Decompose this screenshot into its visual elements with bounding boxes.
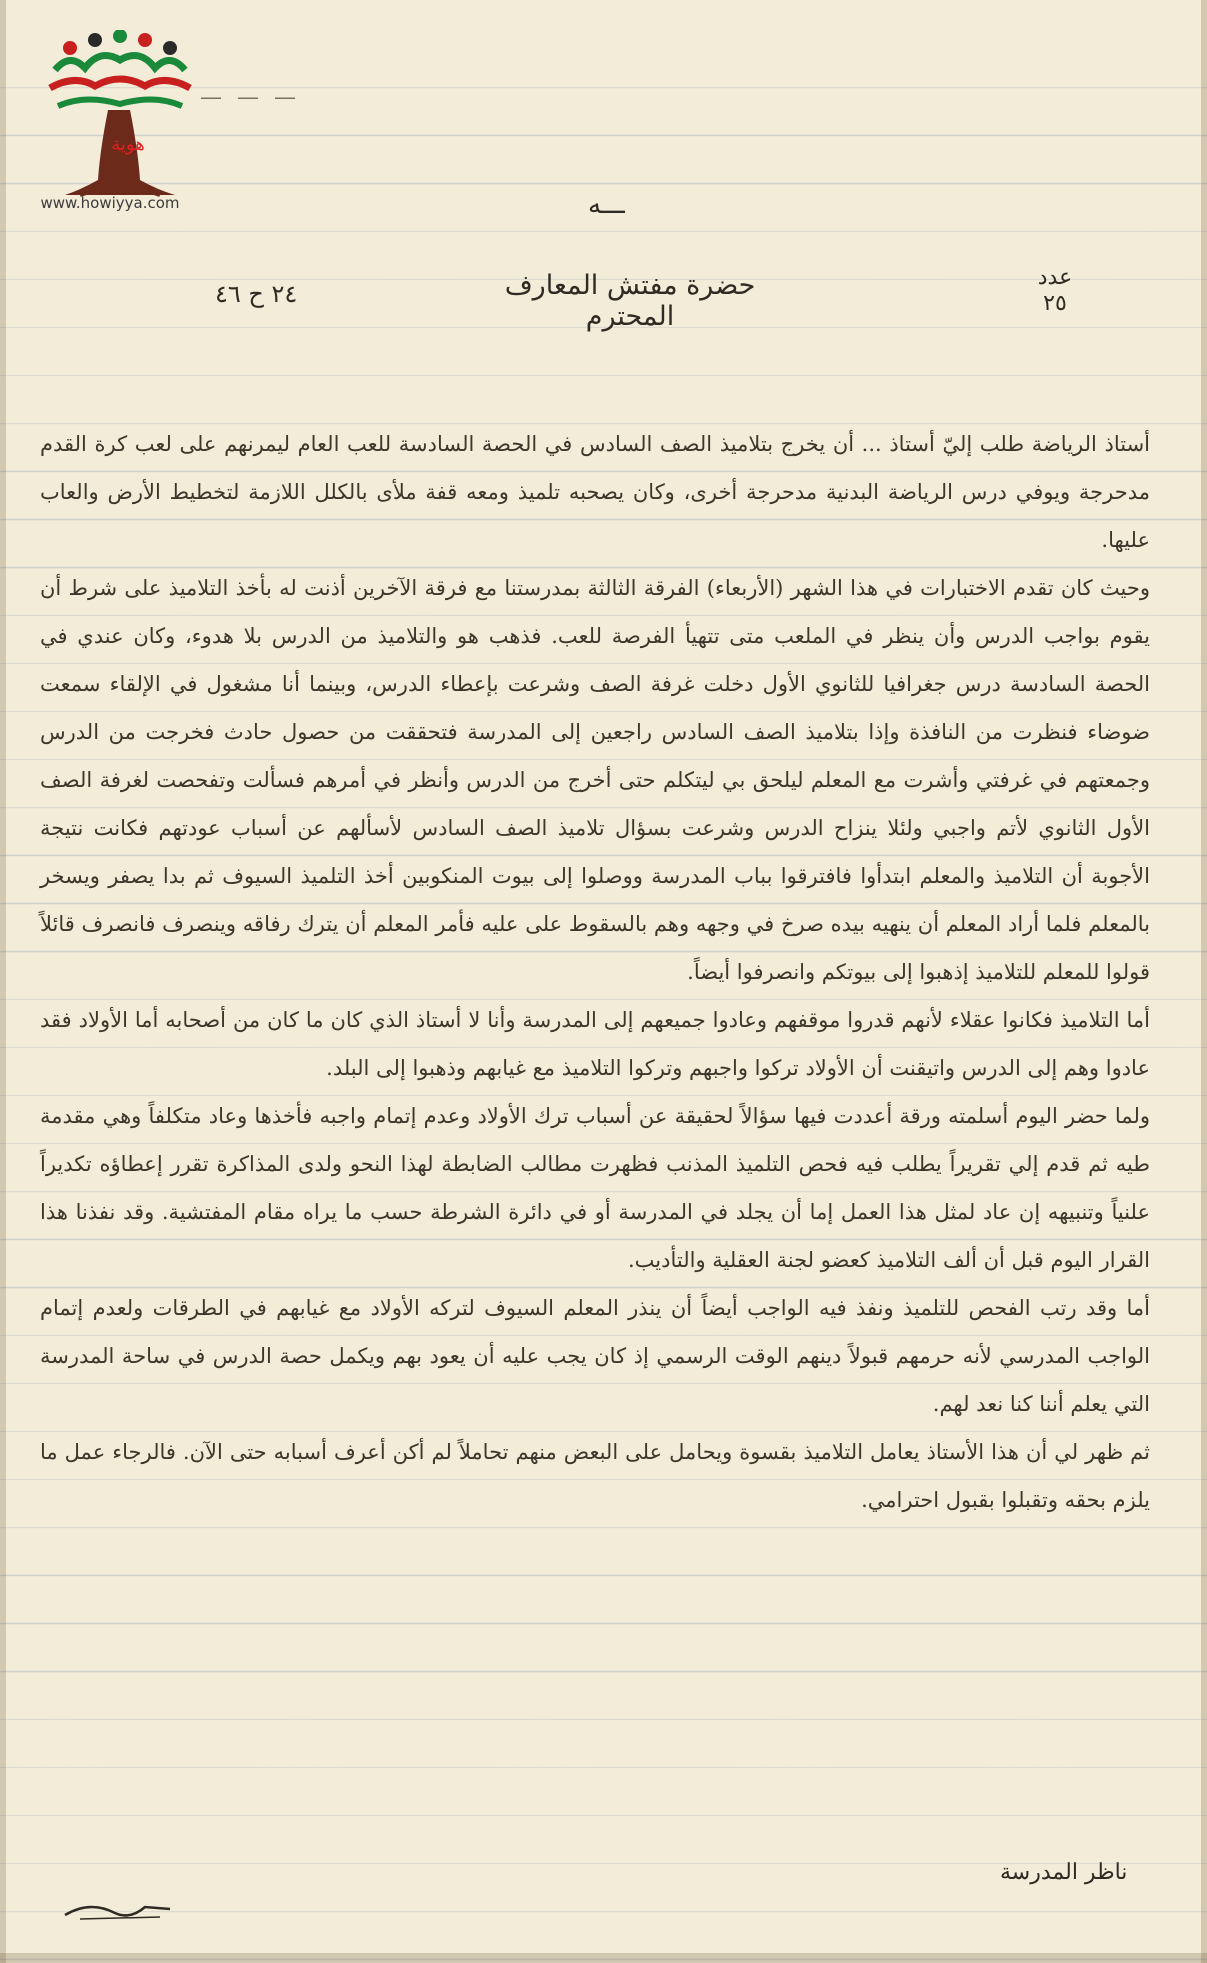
paragraph: وحيث كان تقدم الاختبارات في هذا الشهر (الأربعاء) الفرقة الثالثة بمدرستنا مع فرقة الآخرين أذنت له بأخذ التلاميذ على شرط أن يقوم بواجب الدرس وأن ينظر في الملعب متى تتهيأ الفرصة للعب. فذهب هو والتلاميذ من الدرس بلا هدوء، وكان عندي في الحصة السادسة درس جغرافيا للثانوي الأول دخلت غرفة الصف وشرعت بإعطاء الدرس، وبينما أنا مشغول في الإلقاء سمعت ضوضاء فنظرت من النافذة وإذا بتلاميذ الصف السادس راجعين إلى المدرسة فتحققت من حصول حادث فخرجت من الدرس وجمعتهم في غرفتي وأشرت مع المعلم ليلحق بي ليتكلم حتى أخرج من الدرس وأنظر في أمرهم فسألت وتفحصت لغرفة الصف الأول الثانوي لأتم واجبي ولئلا ينزاح الدرس وشرعت بسؤال تلاميذ الصف السادس لأسألهم عن أسباب عودتهم فكانت نتيجة الأجوبة أن التلاميذ والمعلم ابتدأوا فافترقوا بباب المدرسة ووصلوا إلى بيوت المنكوبين أخذ التلميذ السيوف ثم بدا يصفر ويسخر بالمعلم فلما أراد المعلم أن ينهيه بيده صرخ في وجهه وهم بالسقوط على عليه فأمر المعلم أن يترك رفاقه وينصرف فانصرف قائلاً قولوا للمعلم للتلاميذ إذهبوا إلى بيوتكم وانصرفوا أيضاً. [40,576,1150,984]
paragraph: ثم ظهر لي أن هذا الأستاذ يعامل التلاميذ بقسوة ويحامل على البعض منهم تحاملاً لم أكن أعرف أسبابه حتى الآن. فالرجاء عمل ما يلزم بحقه وتقبلوا بقبول احترامي. [40,1440,1150,1512]
paper-bottom-edge [0,1953,1207,1963]
page-mark: ـــه [588,190,625,220]
logo-wordmark: هوية [111,134,145,155]
paragraph: ولما حضر اليوم أسلمته ورقة أعددت فيها سؤالاً لحقيقة عن أسباب ترك الأولاد وعدم إتمام واجبه فأخذها وعاد متكلفاً وهي مقدمة طيه ثم قدم إلي تقريراً يطلب فيه فحص التلميذ المذنب فظهرت مطالب الضابطة لهذا النحو ولدى المذاكرة تقرر إعطاؤه تكديراً علنياً وتنبيهه إن عاد لمثل هذا العمل إما أن يجلد في المدرسة أو في دائرة الشرطة حسب ما يراه مقام المفتشية. وقد نفذنا هذا القرار اليوم قبل أن ألف التلاميذ كعضو لجنة العقلية والتأديب. [40,1104,1151,1272]
logo-url: www.howiyya.com [40,194,180,212]
letter-date: ٢٤ ح ٤٦ [215,280,298,308]
howiyya-logo [40,30,200,220]
pencil-dashes: — — — [200,85,300,110]
paper-left-edge [0,0,6,1963]
paper-right-edge [1201,0,1207,1963]
people-icon [50,30,190,106]
letter-body [40,420,1150,1524]
signature-flourish-icon [60,1895,180,1925]
reference-number: عدد ٢٥ [1037,265,1073,316]
paragraph: أما وقد رتب الفحص للتلميذ ونفذ فيه الواجب أيضاً أن ينذر المعلم السيوف لتركه الأولاد مع غيابهم في الطرقات ولعدم إتمام الواجب المدرسي لأنه حرمهم قبولاً دينهم الوقت الرسمي إذ كان يجب عليه أن يعود بهم ويكمل حصة الدرس في ساحة المدرسة التي يعلم أننا كنا نعد لهم. [40,1296,1150,1416]
salutation: حضرة مفتش المعارف المحترم [504,270,756,332]
paragraph: أما التلاميذ فكانوا عقلاء لأنهم قدروا موقفهم وعادوا جميعهم إلى المدرسة وأنا لا أستاذ الذي كان ما كان من أصحابه أما الأولاد فقد عادوا وهم إلى الدرس واتيقنت أن الأولاد تركوا واجبهم وتركوا التلاميذ مع غيابهم وذهبوا إلى البلد. [40,1008,1150,1080]
signature: ناظر المدرسة [1000,1860,1128,1885]
paragraph: أستاذ الرياضة طلب إليّ أستاذ ... أن يخرج بتلاميذ الصف السادس في الحصة السادسة للعب العام ليمرنهم على لعب كرة القدم مدحرجة ويوفي درس الرياضة البدنية مدحرجة أخرى، وكان يصحبه تلميذ ومعه قفة ملأى بالكلل اللازمة لتخطيط الأرض والعاب عليها. [40,432,1150,552]
